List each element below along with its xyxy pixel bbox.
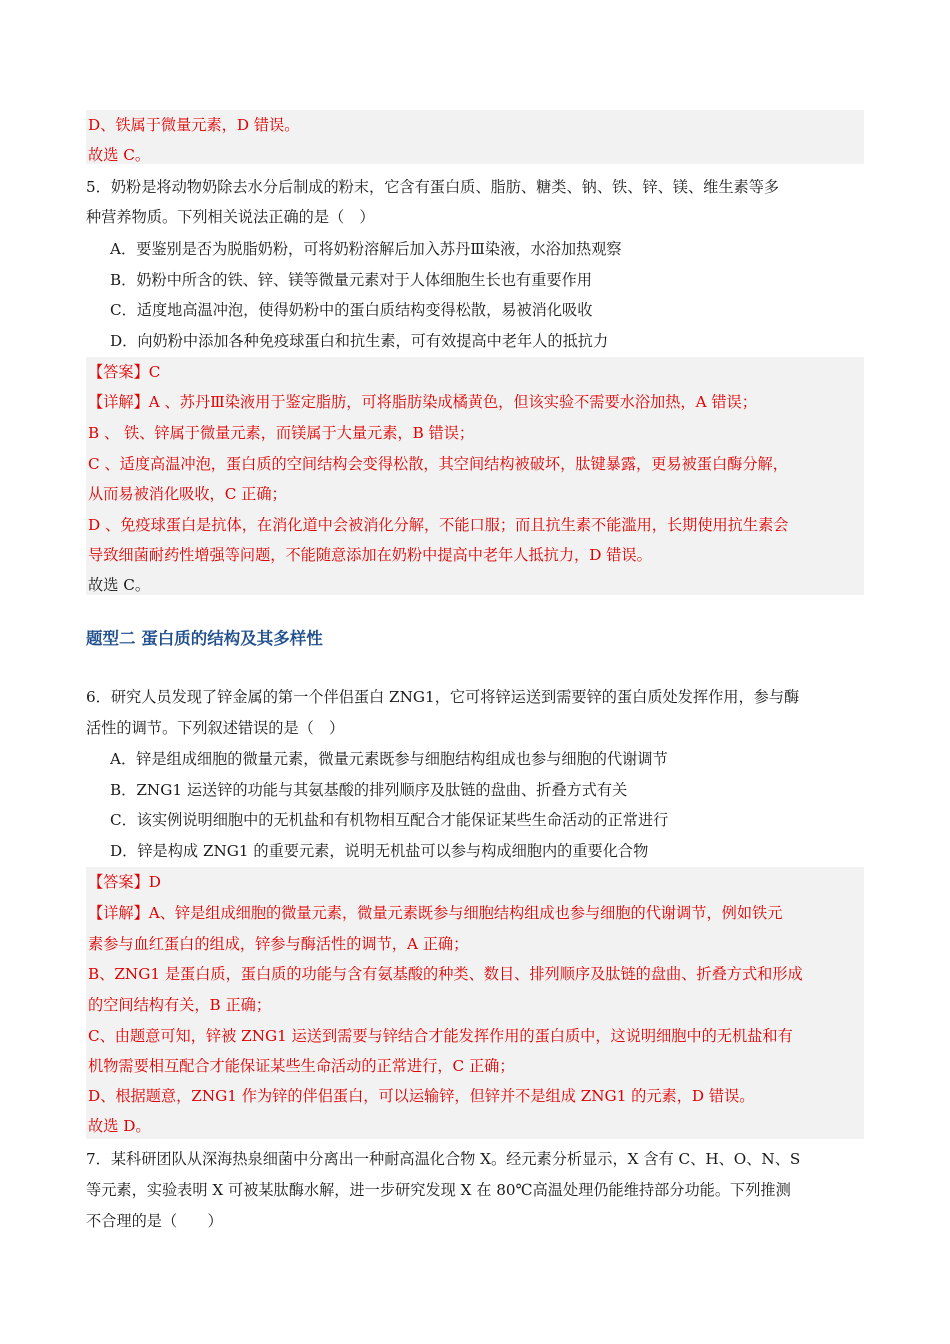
explanation-box-q4 [86, 110, 864, 164]
explanation-line: 的空间结构有关，B 正确； [88, 996, 272, 1014]
explanation-line: 导致细菌耐药性增强等问题，不能随意添加在奶粉中提高中老年人抵抗力，D 错误。 [88, 546, 652, 564]
explanation-line: 【详解】A、锌是组成细胞的微量元素，微量元素既参与细胞结构组成也参与细胞的代谢调节，例如铁元 [88, 904, 783, 922]
answer-label: 【答案】D [88, 873, 161, 891]
explanation-line: B、ZNG1 是蛋白质，蛋白质的功能与含有氨基酸的种类、数目、排列顺序及肽链的盘曲、折叠方式和形成 [88, 965, 803, 983]
question-6-stem: 6．研究人员发现了锌金属的第一个伴侣蛋白 ZNG1，它可将锌运送到需要锌的蛋白质处发挥作用，参与酶 [86, 688, 800, 706]
explanation-line: 素参与血红蛋白的组成，锌参与酶活性的调节，A 正确； [88, 935, 469, 953]
explanation-line: B 、 铁、锌属于微量元素，而镁属于大量元素，B 错误； [88, 424, 475, 442]
question-5-option-c: C．适度地高温冲泡，使得奶粉中的蛋白质结构变得松散，易被消化吸收 [110, 301, 593, 319]
explanation-line: C、由题意可知，锌被 ZNG1 运送到需要与锌结合才能发挥作用的蛋白质中，这说明细胞中的无机盐和有 [88, 1027, 793, 1045]
question-7-stem: 等元素，实验表明 X 可被某肽酶水解，进一步研究发现 X 在 80℃高温处理仍能维持部分功能。下列推测 [86, 1181, 791, 1199]
answer-label: 【答案】C [88, 363, 161, 381]
explanation-line: 【详解】A 、苏丹Ⅲ染液用于鉴定脂肪，可将脂肪染成橘黄色，但该实验不需要水浴加热，A 错误； [88, 393, 757, 411]
question-6-stem: 活性的调节。下列叙述错误的是（ ） [86, 719, 345, 737]
question-5-option-d: D．向奶粉中添加各种免疫球蛋白和抗生素，可有效提高中老年人的抵抗力 [110, 332, 609, 350]
explanation-line: 机物需要相互配合才能保证某些生命活动的正常进行，C 正确； [88, 1057, 515, 1075]
question-7-stem: 7．某科研团队从深海热泉细菌中分离出一种耐高温化合物 X。经元素分析显示，X 含有 C、H、O、N、S [86, 1150, 801, 1168]
explanation-line: C 、适度高温冲泡，蛋白质的空间结构会变得松散，其空间结构被破坏，肽键暴露，更易被蛋白酶分解， [88, 455, 788, 473]
question-6-option-b: B．ZNG1 运送锌的功能与其氨基酸的排列顺序及肽链的盘曲、折叠方式有关 [110, 781, 628, 799]
section-heading: 题型二 蛋白质的结构及其多样性 [86, 629, 323, 648]
question-5-option-b: B．奶粉中所含的铁、锌、镁等微量元素对于人体细胞生长也有重要作用 [110, 271, 592, 289]
question-6-option-a: A．锌是组成细胞的微量元素，微量元素既参与细胞结构组成也参与细胞的代谢调节 [110, 750, 668, 768]
explanation-line: 故选 C。 [88, 576, 151, 594]
question-5-stem: 5．奶粉是将动物奶除去水分后制成的粉末，它含有蛋白质、脂肪、糖类、钠、铁、锌、镁、维生素等多 [86, 178, 780, 196]
question-5-stem: 种营养物质。下列相关说法正确的是（ ） [86, 208, 375, 226]
explanation-line: 故选 D。 [88, 1117, 151, 1135]
explanation-line: D 、免疫球蛋白是抗体，在消化道中会被消化分解，不能口服；而且抗生素不能滥用，长期使用抗生素会 [88, 516, 789, 534]
question-7-stem: 不合理的是（ ） [86, 1212, 223, 1230]
answer-box-q6 [86, 867, 864, 1139]
question-5-option-a: A．要鉴别是否为脱脂奶粉，可将奶粉溶解后加入苏丹Ⅲ染液，水浴加热观察 [110, 240, 622, 258]
answer-box-q5 [86, 357, 864, 595]
explanation-line: D、铁属于微量元素，D 错误。 [88, 116, 300, 134]
question-6-option-c: C．该实例说明细胞中的无机盐和有机物相互配合才能保证某些生命活动的正常进行 [110, 811, 669, 829]
explanation-line: D、根据题意，ZNG1 作为锌的伴侣蛋白，可以运输锌，但锌并不是组成 ZNG1 的元素，D 错误。 [88, 1087, 755, 1105]
question-6-option-d: D．锌是构成 ZNG1 的重要元素，说明无机盐可以参与构成细胞内的重要化合物 [110, 842, 649, 860]
explanation-line: 故选 C。 [88, 146, 151, 164]
explanation-line: 从而易被消化吸收，C 正确； [88, 485, 287, 503]
